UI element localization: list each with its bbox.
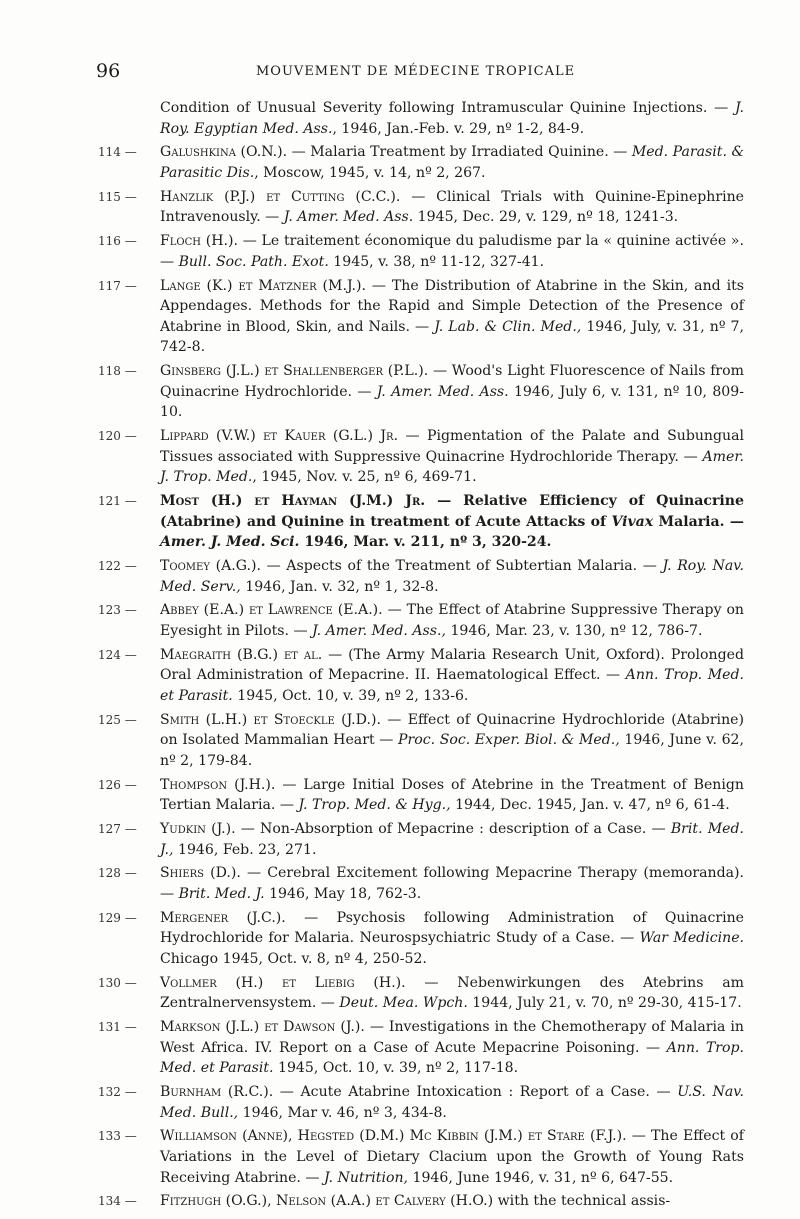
reference-entry xyxy=(98,426,744,488)
reference-authors: Galushkina (O.N.). xyxy=(160,144,288,161)
reference-journal: J. Amer. Med. Ass. xyxy=(376,383,509,400)
reference-title-italic: Vivax xyxy=(611,513,654,530)
reference-journal: J. Trop. Med. & Hyg., xyxy=(298,797,451,814)
reference-title: — Cerebral Excitement following Mepacrine Therapy (memoranda). — xyxy=(160,865,744,902)
reference-title: — The Effect of Variations in the Level of Dietary Clacium upon the Growth of Young Rats Receiving Atabrine. — xyxy=(160,1128,744,1186)
reference-details: 1944, Dec. 1945, Jan. v. 47, nº 6, 61-4. xyxy=(450,797,730,814)
reference-entry xyxy=(98,142,744,183)
reference-authors: Vollmer (H.) et Liebig (H.). xyxy=(160,974,406,991)
reference-title: — (The Army Malaria Research Unit, Oxford). Prolonged Oral Administration of Mepacrine. II. Haematological Effect. — xyxy=(160,646,744,684)
reference-authors: Burnham (R.C.). xyxy=(160,1084,274,1101)
page-header xyxy=(96,60,730,84)
reference-title: — Pigmentation of the Palate and Subungual Tissues associated with Suppressive Quinacrine Hydrochloride Therapy. — xyxy=(160,428,745,465)
reference-number: 117 — xyxy=(98,278,137,293)
reference-title: — The Effect of Atabrine Suppressive Therapy on Eyesight in Pilots. — xyxy=(160,602,745,639)
reference-details: 1945, Oct. 10, v. 39, nº 2, 133-6. xyxy=(232,687,469,704)
reference-number: 114 — xyxy=(98,145,137,160)
reference-authors: Markson (J.L.) et Dawson (J.). xyxy=(160,1019,365,1036)
reference-number: 118 — xyxy=(98,364,137,379)
reference-journal: Ann. Trop. Med. et Parasit. xyxy=(160,1039,744,1077)
reference-entry xyxy=(98,361,744,423)
reference-entry xyxy=(98,973,744,1014)
reference-authors: Smith (L.H.) et Stoeckle (J.D.). xyxy=(160,711,381,728)
reference-number: 130 — xyxy=(98,975,137,990)
reference-authors: Abbey (E.A.) et Lawrence (E.A.). xyxy=(160,602,383,619)
reference-authors: Shiers (D.). xyxy=(160,865,241,882)
reference-authors: Yudkin (J.). xyxy=(160,821,236,838)
reference-authors: Maegraith (B.G.) et al. xyxy=(160,646,323,663)
reference-title: — Effect of Quinacrine Hydrochloride (Atabrine) on Isolated Mammalian Heart — xyxy=(160,711,744,749)
reference-title: with the technical assis- xyxy=(493,1193,671,1210)
reference-title: — Investigations in the Chemotherapy of Malaria in West Africa. IV. Report on a Case of Acute Mepacrine Poisoning. — xyxy=(160,1019,744,1056)
reference-details: 1946, Mar. v. 211, nº 3, 320-24. xyxy=(299,534,552,551)
running-title: MOUVEMENT DE MÉDECINE TROPICALE xyxy=(256,64,576,79)
reference-authors: Ginsberg (J.L.) et Shallenberger (P.L.). xyxy=(160,363,429,380)
reference-details: , Moscow, 1945, v. 14, nº 2, 267. xyxy=(254,164,486,181)
reference-number: 125 — xyxy=(98,712,137,727)
reference-list xyxy=(98,98,744,1215)
reference-number: 115 — xyxy=(98,189,137,204)
reference-journal: Med. Parasit. & Parasitic Dis. xyxy=(160,144,744,181)
reference-authors: Fitzhugh (O.G.), Nelson (A.A.) et Calvery (H.O.) xyxy=(160,1193,494,1210)
reference-number: 120 — xyxy=(98,429,137,444)
reference-journal: Brit. Med. J. xyxy=(178,886,265,902)
reference-details: Chicago 1945, Oct. v. 8, nº 4, 250-52. xyxy=(160,950,427,967)
reference-journal: J. Amer. Med. Ass., xyxy=(312,622,446,639)
page-number: 96 xyxy=(96,60,121,82)
reference-details: 1945, v. 38, nº 11-12, 327-41. xyxy=(328,253,545,270)
reference-journal: Brit. Med. J., xyxy=(160,821,745,858)
reference-journal: Bull. Soc. Path. Exot. xyxy=(178,253,329,270)
reference-title: — The Distribution of Atabrine in the Skin, and its Appendages. Methods for the Rapid and Simple Detection of the Presence of Atabrine in Blood, Skin, and Nails. — xyxy=(160,277,744,335)
reference-number: 126 — xyxy=(98,777,137,792)
reference-journal: Amer. J. Trop. Med. xyxy=(160,448,744,486)
reference-title: Condition of Unusual Severity following Intramuscular Quinine Injections. — xyxy=(160,100,729,116)
reference-authors: Lippard (V.W.) et Kauer (G.L.) Jr. xyxy=(160,428,399,445)
reference-details: 1946, July 6, v. 131, nº 10, 809-10. xyxy=(160,383,745,421)
reference-title: — Relative Efficiency of Quinacrine (Atabrine) and Quinine in treatment of Acute Attacks of xyxy=(160,493,744,530)
reference-details: 1946, Mar v. 46, nº 3, 434-8. xyxy=(238,1104,447,1121)
reference-number: 134 — xyxy=(98,1194,137,1209)
reference-journal: Ann. Trop. Med. et Parasit. xyxy=(160,667,744,704)
reference-entry xyxy=(98,908,744,970)
reference-number: 122 — xyxy=(98,558,137,573)
reference-details: 1946, Jan. v. 32, nº 1, 32-8. xyxy=(240,578,439,595)
reference-journal: J. Roy. Nav. Med. Serv., xyxy=(160,557,745,595)
reference-number: 124 — xyxy=(98,647,137,662)
reference-journal: Deut. Mea. Wpch. xyxy=(339,995,468,1012)
reference-journal: J. Amer. Med. Ass. xyxy=(283,209,414,226)
reference-authors: Most (H.) et Hayman (J.M.) Jr. xyxy=(160,493,426,509)
reference-title: — Le traitement économique du paludisme par la « quinine activée ». — xyxy=(160,233,745,270)
reference-journal: Proc. Soc. Exper. Biol. & Med., xyxy=(398,732,620,749)
reference-number: 128 — xyxy=(98,866,137,881)
reference-number: 123 — xyxy=(98,603,137,618)
reference-title: — Large Initial Doses of Atebrine in the Treatment of Benign Tertian Malaria. — xyxy=(160,776,744,814)
reference-entry xyxy=(98,710,744,772)
reference-authors: Floch (H.). xyxy=(160,233,238,250)
reference-authors: Williamson (Anne), Hegsted (D.M.) Mc Kibbin (J.M.) et Stare (F.J.). xyxy=(160,1128,627,1145)
reference-number: 131 — xyxy=(98,1020,137,1035)
reference-title: — Psychosis following Administration of Quinacrine Hydrochloride for Malaria. Neurospsychiatric Study of a Case. — xyxy=(160,909,744,947)
reference-title: — Non-Absorption of Mepacrine : description of a Case. — xyxy=(235,821,666,838)
reference-entry xyxy=(98,1082,744,1123)
reference-number: 116 — xyxy=(98,234,137,249)
reference-journal: J. Lab. & Clin. Med., xyxy=(434,318,582,335)
reference-entry xyxy=(98,276,744,358)
reference-title: — Nebenwirkungen des Atebrins am Zentralnervensystem. — xyxy=(160,974,745,1012)
reference-journal: J. Roy. Egyptian Med. Ass. xyxy=(160,100,744,137)
reference-details: , 1945, Nov. v. 25, nº 6, 469-71. xyxy=(252,469,477,486)
reference-authors: Toomey (A.G.). xyxy=(160,557,261,574)
reference-journal: U.S. Nav. Med. Bull., xyxy=(160,1084,744,1121)
reference-number: 132 — xyxy=(98,1085,137,1100)
reference-details: , 1946, Jan.-Feb. v. 29, nº 1-2, 84-9. xyxy=(332,120,585,137)
reference-journal: Amer. J. Med. Sci. xyxy=(160,534,300,551)
reference-details: 1946, July, v. 31, nº 7, 742-8. xyxy=(160,318,744,356)
reference-authors: Hanzlik (P.J.) et Cutting (C.C.). xyxy=(160,188,401,205)
reference-number: 121 — xyxy=(98,494,137,508)
reference-title: — Wood's Light Fluorescence of Nails from Quinacrine Hydrochloride. — xyxy=(160,363,744,400)
reference-entry xyxy=(98,645,744,707)
reference-title: — Malaria Treatment by Irradiated Quinine. — xyxy=(287,144,628,161)
reference-details: 1946, May 18, 762-3. xyxy=(264,886,422,902)
reference-authors: Lange (K.) et Matzner (M.J.). xyxy=(160,277,366,294)
reference-entry xyxy=(98,819,744,860)
reference-details: 1946, Mar. 23, v. 130, nº 12, 786-7. xyxy=(445,622,703,639)
reference-details: 1945, Dec. 29, v. 129, nº 18, 1241-3. xyxy=(413,209,679,226)
reference-details: 1945, Oct. 10, v. 39, nº 2, 117-18. xyxy=(273,1060,519,1077)
reference-details: 1946, June v. 62, nº 2, 179-84. xyxy=(160,732,744,769)
reference-entry xyxy=(98,491,744,553)
reference-number: 133 — xyxy=(98,1129,137,1144)
reference-authors: Thompson (J.H.). xyxy=(160,776,276,793)
reference-title-after: Malaria. — xyxy=(653,513,744,530)
reference-details: 1946, June 1946, v. 31, nº 6, 647-55. xyxy=(408,1169,674,1186)
reference-entry xyxy=(98,1191,744,1212)
reference-journal: War Medicine. xyxy=(639,930,745,947)
reference-entry xyxy=(98,600,744,641)
reference-journal: J. Nutrition, xyxy=(323,1169,409,1186)
reference-continuation xyxy=(98,98,744,139)
reference-number: 129 — xyxy=(98,910,137,925)
reference-entry xyxy=(98,231,744,272)
reference-entry xyxy=(98,187,744,228)
reference-title: — Clinical Trials with Quinine-Epinephrine Intravenously. — xyxy=(160,188,744,226)
reference-entry xyxy=(98,556,744,597)
reference-title: — Acute Atabrine Intoxication : Report of a Case. — xyxy=(273,1084,671,1101)
reference-entry xyxy=(98,775,744,816)
reference-authors: Mergener (J.C.). xyxy=(160,909,286,926)
reference-number: 127 — xyxy=(98,822,137,837)
reference-title: — Aspects of the Treatment of Subtertian Malaria. — xyxy=(260,557,657,574)
reference-details: 1944, July 21, v. 70, nº 29-30, 415-17. xyxy=(467,995,742,1012)
reference-details: 1946, Feb. 23, 271. xyxy=(173,841,317,858)
reference-entry xyxy=(98,863,744,904)
reference-entry xyxy=(98,1126,744,1188)
reference-entry xyxy=(98,1017,744,1079)
